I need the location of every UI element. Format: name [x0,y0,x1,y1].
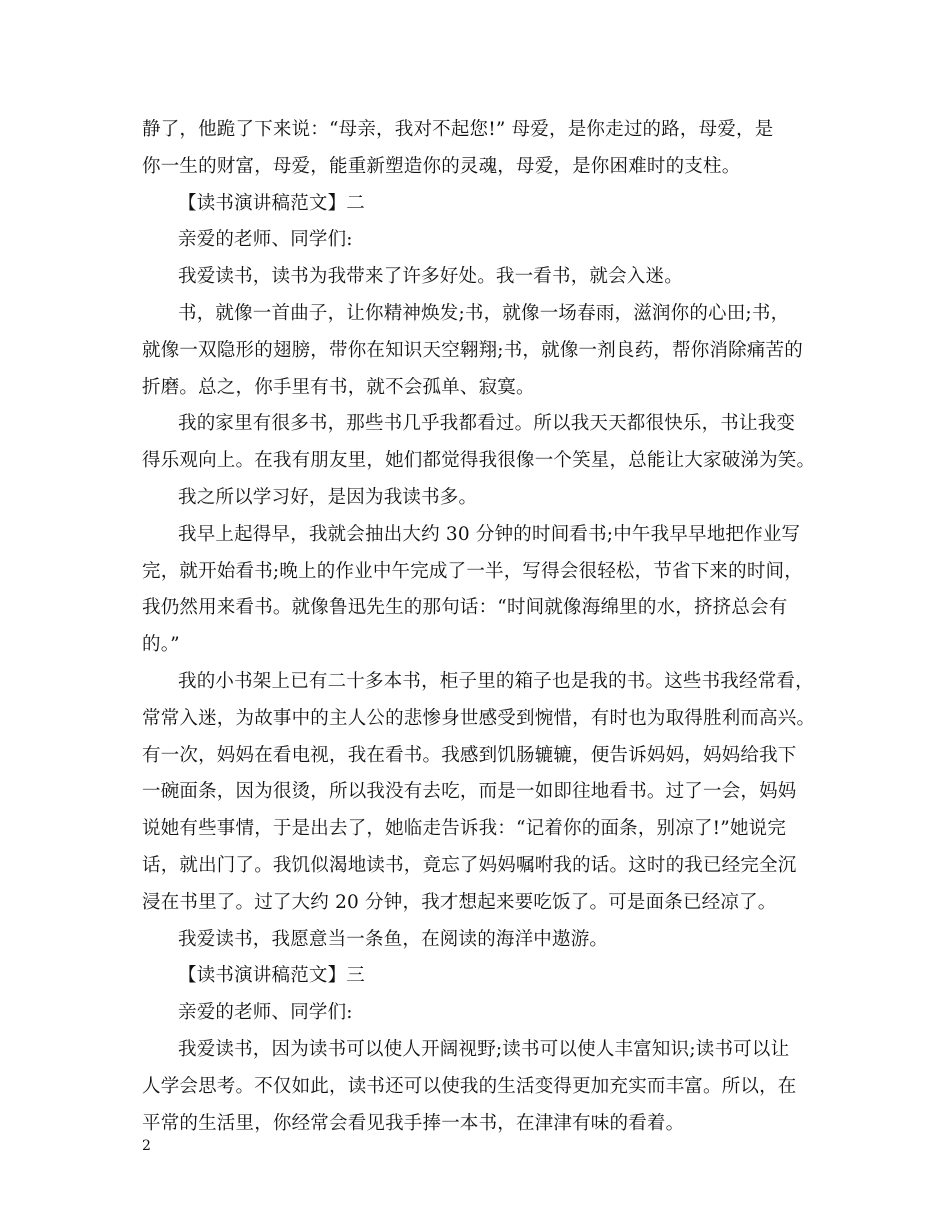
text-line: 折磨。总之，你手里有书，就不会孤单、寂寞。 [142,376,535,398]
text-line: 亲爱的老师、同学们: [178,229,353,251]
text-line: 常常入迷，为故事中的主人公的悲惨身世感受到惋惜，有时也为取得胜利而高兴。 [142,707,816,729]
text-line: 你一生的财富，母爱，能重新塑造你的灵魂，母爱，是你困难时的支柱。 [142,155,741,177]
text-line: 我仍然用来看书。就像鲁迅先生的那句话：“时间就像海绵里的水，挤挤总会有 [142,597,788,619]
text-line: 我爱读书，因为读书可以使人开阔视野;读书可以使人丰富知识;读书可以让 [178,1038,790,1060]
text-line: 完，就开始看书;晚上的作业中午完成了一半，写得会很轻松，节省下来的时间， [142,560,803,582]
text-line: 书，就像一首曲子，让你精神焕发;书，就像一场春雨，滋润你的心田;书， [178,302,790,324]
text-line: 我爱读书，我愿意当一条鱼，在阅读的海洋中遨游。 [178,928,609,950]
text-line: 的。” [142,634,180,656]
text-line: 话，就出门了。我饥似渴地读书，竟忘了妈妈嘱咐我的话。这时的我已经完全沉 [142,854,797,876]
text-line: 浸在书里了。过了大约 20 分钟，我才想起来要吃饭了。可是面条已经凉了。 [142,891,777,913]
text-line: 一碗面条，因为很烫，所以我没有去吃，而是一如即往地看书。过了一会，妈妈 [142,781,797,803]
text-line: 【读书演讲稿范文】三 [178,965,366,987]
text-line: 【读书演讲稿范文】二 [178,192,366,214]
text-line: 有一次，妈妈在看电视，我在看书。我感到饥肠辘辘，便告诉妈妈，妈妈给我下 [142,744,797,766]
text-line: 我早上起得早，我就会抽出大约 30 分钟的时间看书;中午我早早地把作业写 [178,523,801,545]
text-line: 我之所以学习好，是因为我读书多。 [178,486,478,508]
text-line: 平常的生活里，你经常会看见我手捧一本书，在津津有味的看着。 [142,1112,685,1134]
text-line: 我的小书架上已有二十多本书，柜子里的箱子也是我的书。这些书我经常看， [178,670,814,692]
text-line: 说她有些事情，于是出去了，她临走告诉我：“记着你的面条，别凉了!”她说完 [142,818,787,840]
text-line: 人学会思考。不仅如此，读书还可以使我的生活变得更加充实而丰富。所以，在 [142,1075,797,1097]
text-line: 我的家里有很多书，那些书几乎我都看过。所以我天天都很快乐，书让我变 [178,413,796,435]
text-line: 亲爱的老师、同学们: [178,1002,353,1024]
text-line: 静了，他跪了下来说：“母亲，我对不起您!” 母爱，是你走过的路，母爱，是 [142,119,774,140]
text-line: 就像一双隐形的翅膀，带你在知识天空翱翔;书，就像一剂良药，帮你消除痛苦的 [142,339,803,361]
page-number: 2 [142,1138,151,1154]
text-line: 得乐观向上。在我有朋友里，她们都觉得我很像一个笑星，总能让大家破涕为笑。 [142,450,816,472]
body-text [142,112,822,1142]
text-line: 我爱读书，读书为我带来了许多好处。我一看书，就会入迷。 [178,266,683,288]
